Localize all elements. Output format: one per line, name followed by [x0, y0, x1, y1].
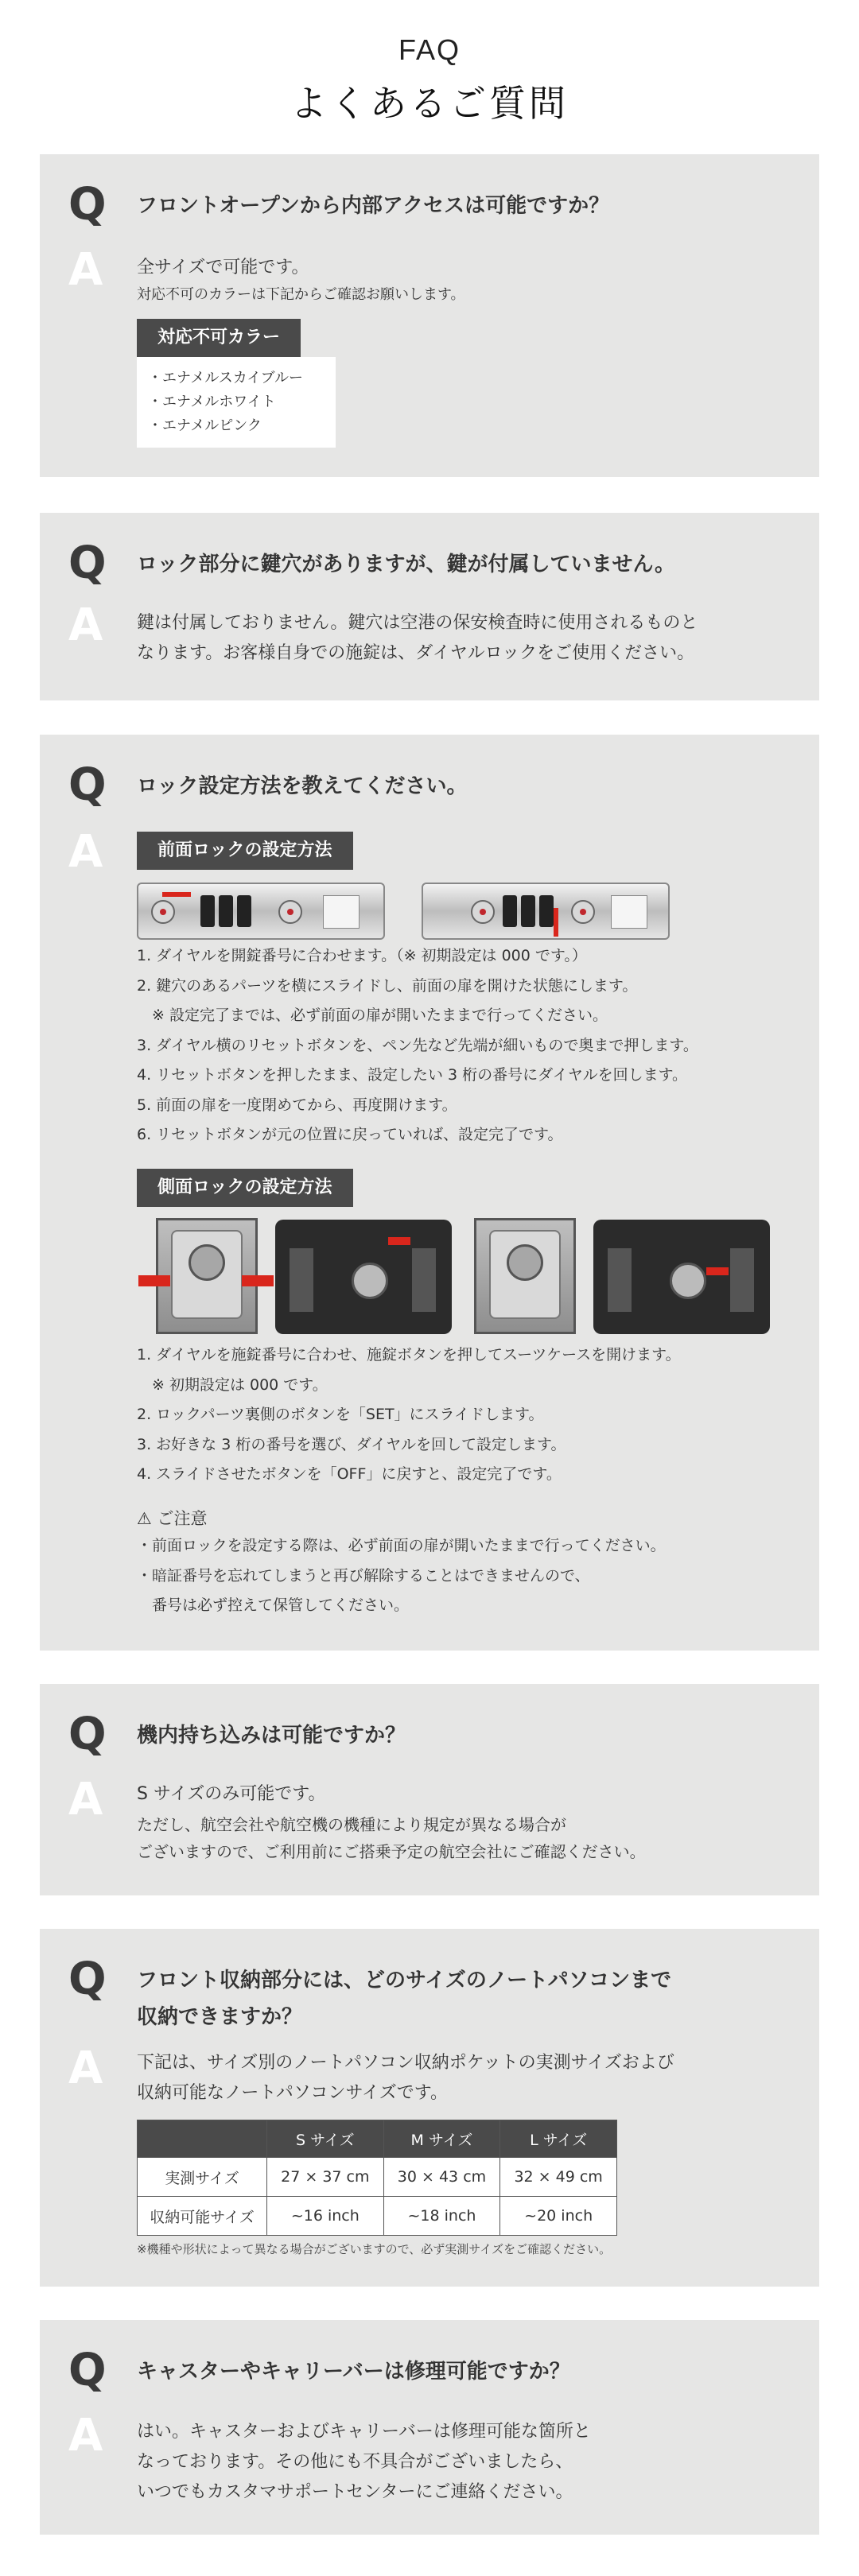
- faq-title-ja: よくあるご質問: [290, 82, 569, 125]
- step-item: 2. 鍵穴のあるパーツを横にスライドし、前面の扉を開けた状態にします。: [137, 976, 638, 995]
- question-text: キャスターやキャリーバーは修理可能ですか？: [137, 2360, 570, 2384]
- arrow-up-icon: [554, 908, 558, 937]
- side-lock-photo: [275, 1220, 452, 1334]
- a-mark: A: [68, 1774, 103, 1825]
- table-header-row: [138, 2120, 617, 2158]
- arrow-left-icon: [242, 1275, 274, 1286]
- q-mark: Q: [68, 179, 107, 231]
- table-cell: ~20 inch: [500, 2197, 617, 2236]
- faq-card-5: [40, 1929, 819, 2287]
- table-header-cell: S サイズ: [267, 2120, 384, 2158]
- front-lock-heading: 前面ロックの設定方法: [137, 832, 353, 870]
- arrow-right-icon: [138, 1275, 170, 1286]
- tsa-keyhole-icon: [278, 900, 302, 924]
- q-mark: Q: [68, 1709, 107, 1760]
- latch-icon: [611, 895, 647, 929]
- step-item: 4. リセットボタンを押したまま、設定したい 3 桁の番号にダイヤルを回します。: [137, 1066, 688, 1084]
- q-mark: Q: [68, 2345, 107, 2396]
- step-item: 1. ダイヤルを施錠番号に合わせ、施錠ボタンを押してスーツケースを開けます。: [137, 1346, 681, 1364]
- question-text: フロントオープンから内部アクセスは可能ですか？: [137, 194, 610, 218]
- side-lock-steps: [137, 1340, 805, 1490]
- q-mark: Q: [68, 537, 107, 589]
- step-item: 2. ロックパーツ裏側のボタンを「SET」にスライドします。: [137, 1406, 544, 1423]
- table-note: ※機種や形状によって異なる場合がございますので、必ず実測サイズをご確認ください。: [137, 2242, 612, 2256]
- color-item: ・エナメルピンク: [148, 417, 262, 434]
- answer-line: ございますので、ご利用前にご搭乗予定の航空会社にご確認ください。: [137, 1842, 646, 1861]
- table-row: [138, 2197, 617, 2236]
- table-cell: 32 × 49 cm: [500, 2158, 617, 2197]
- a-mark: A: [68, 2043, 103, 2094]
- table-header-cell: M サイズ: [383, 2120, 500, 2158]
- step-item: 4. スライドさせたボタンを「OFF」に戻すと、設定完了です。: [137, 1465, 562, 1483]
- table-header-cell: L サイズ: [500, 2120, 617, 2158]
- keyhole-icon: [151, 900, 175, 924]
- faq-card-1: [40, 154, 819, 477]
- q-mark: Q: [68, 759, 107, 811]
- page-header: [0, 0, 859, 125]
- front-lock-steps: [137, 941, 805, 1150]
- table-cell: 収納可能サイズ: [138, 2197, 267, 2236]
- faq-title-en: FAQ: [398, 33, 461, 66]
- unsupported-colors-list: [137, 357, 336, 448]
- caution-item: ・暗証番号を忘れてしまうと再び解除することはできませんので、: [137, 1566, 590, 1585]
- side-lock-heading: 側面ロックの設定方法: [137, 1169, 353, 1207]
- color-item: ・エナメルホワイト: [148, 394, 276, 410]
- answer-line: なっております。その他にも不具合がございましたら、: [137, 2452, 573, 2472]
- a-mark: A: [68, 2410, 103, 2462]
- answer-subtext: 対応不可のカラーは下記からご確認お願いします。: [137, 286, 465, 303]
- question-text: ロック設定方法を教えてください。: [137, 774, 468, 798]
- answer-text: 全サイズで可能です。: [137, 258, 309, 277]
- caution-item: ・前面ロックを設定する際は、必ず前面の扉が開いたままで行ってください。: [137, 1537, 666, 1554]
- a-mark: A: [68, 244, 103, 296]
- table-cell: ~16 inch: [267, 2197, 384, 2236]
- unsupported-colors-heading: 対応不可カラー: [137, 319, 301, 357]
- side-lock-photo: [593, 1220, 770, 1334]
- answer-line: いつでもカスタマサポートセンターにご連絡ください。: [137, 2482, 573, 2502]
- color-item: ・エナメルスカイブルー: [148, 370, 303, 386]
- caution-item: 番号は必ず控えて保管してください。: [137, 1596, 410, 1614]
- q-mark: Q: [68, 1953, 107, 2005]
- step-item: ※ 初期設定は 000 です。: [137, 1375, 328, 1394]
- a-mark: A: [68, 826, 103, 878]
- table-cell: 30 × 43 cm: [383, 2158, 500, 2197]
- faq-card-3: [40, 735, 819, 1651]
- step-item: 3. ダイヤル横のリセットボタンを、ペン先など先端が細いもので奥まで押します。: [137, 1036, 698, 1054]
- step-item: 5. 前面の扉を一度閉めてから、再度開けます。: [137, 1096, 457, 1114]
- tsa-keyhole-icon: [507, 1244, 543, 1281]
- front-lock-image: [422, 883, 670, 940]
- faq-card-2: [40, 513, 819, 700]
- warning-icon: ⚠: [137, 1509, 152, 1528]
- answer-line: 鍵は付属しておりません。鍵穴は空港の保安検査時に使用されるものと: [137, 613, 698, 633]
- step-item: ※ 設定完了までは、必ず前面の扉が開いたままで行ってください。: [137, 1007, 608, 1024]
- answer-line: S サイズのみ可能です。: [137, 1784, 326, 1804]
- arrow-right-icon: [706, 1267, 729, 1275]
- answer-line: 収納可能なノートパソコンサイズです。: [137, 2083, 448, 2103]
- caution-heading: [137, 1506, 208, 1530]
- caution-title: ご注意: [157, 1509, 208, 1528]
- question-line: フロント収納部分には、どのサイズのノートパソコンまで: [137, 1969, 672, 1992]
- dial-icon: [503, 895, 554, 927]
- table-header-cell: [138, 2120, 267, 2158]
- tsa-keyhole-icon: [571, 900, 595, 924]
- step-item: 6. リセットボタンが元の位置に戻っていれば、設定完了です。: [137, 1126, 563, 1143]
- keyhole-icon: [471, 900, 495, 924]
- table-row: [138, 2158, 617, 2197]
- step-item: 1. ダイヤルを開錠番号に合わせます。（※ 初期設定は 000 です。）: [137, 947, 587, 964]
- question-text: ロック部分に鍵穴がありますが、鍵が付属していません。: [137, 553, 676, 576]
- answer-line: 下記は、サイズ別のノートパソコン収納ポケットの実測サイズおよび: [137, 2053, 674, 2073]
- answer-line: はい。キャスターおよびキャリーバーは修理可能な箇所と: [137, 2422, 591, 2442]
- laptop-size-table: [137, 2120, 617, 2236]
- answer-line: なります。お客様自身での施錠は、ダイヤルロックをご使用ください。: [137, 643, 695, 663]
- table-cell: ~18 inch: [383, 2197, 500, 2236]
- faq-card-6: [40, 2320, 819, 2535]
- arrow-left-icon: [162, 892, 191, 897]
- a-mark: A: [68, 599, 103, 651]
- question-text: 機内持ち込みは可能ですか？: [137, 1724, 406, 1748]
- table-cell: 実測サイズ: [138, 2158, 267, 2197]
- answer-line: ただし、航空会社や航空機の機種により規定が異なる場合が: [137, 1815, 566, 1834]
- faq-card-4: [40, 1684, 819, 1895]
- table-cell: 27 × 37 cm: [267, 2158, 384, 2197]
- caution-list: [137, 1531, 666, 1621]
- arrow-right-icon: [388, 1237, 410, 1245]
- question-line: 収納できますか？: [137, 2005, 303, 2029]
- tsa-keyhole-icon: [189, 1244, 225, 1281]
- step-item: 3. お好きな 3 桁の番号を選び、ダイヤルを回して設定します。: [137, 1435, 566, 1453]
- latch-icon: [323, 895, 360, 929]
- dial-icon: [200, 895, 251, 927]
- front-lock-image: [137, 883, 385, 940]
- side-lock-photo: [474, 1218, 576, 1334]
